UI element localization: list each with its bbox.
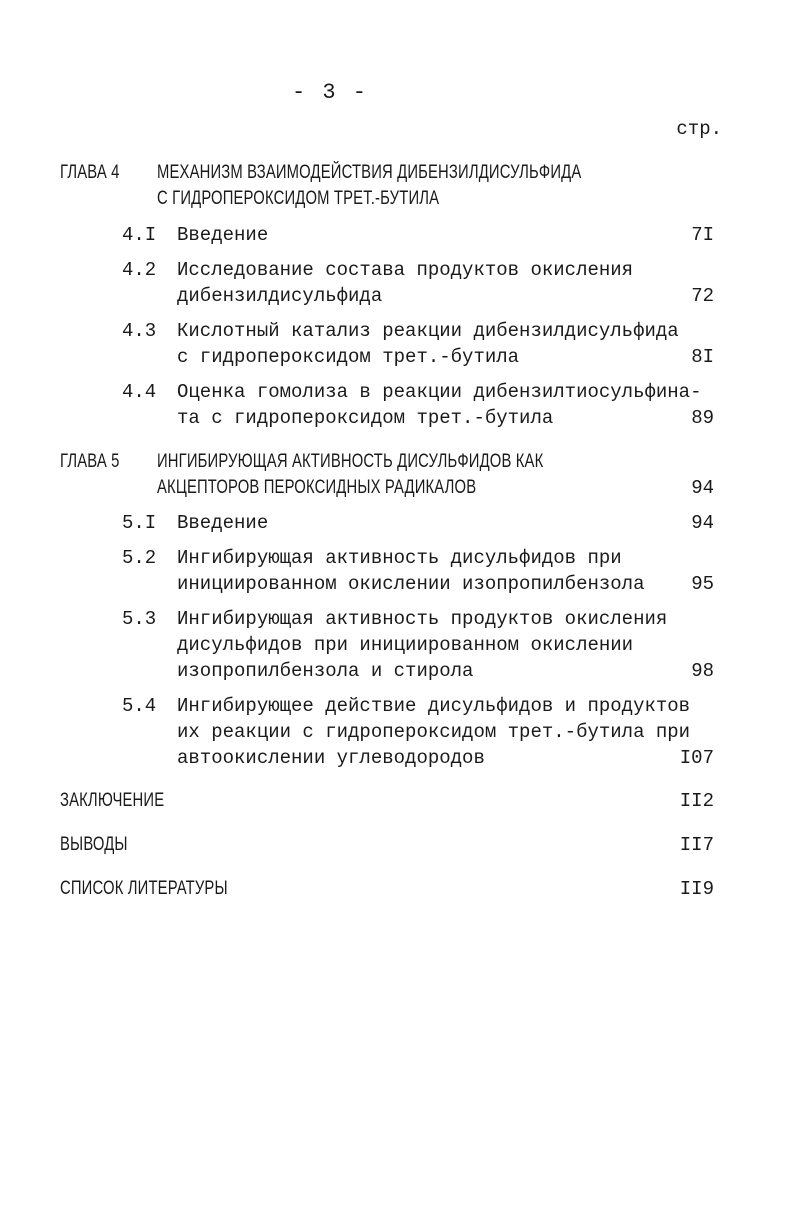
section-4-1-page: 7I [691,224,714,246]
section-4-3-title-line-1: Кислотный катализ реакции дибензилдисульфида [177,320,679,342]
section-5-3-title-line-1: Ингибирующая активность продуктов окисления [177,608,668,630]
findings-page: II7 [679,834,714,856]
section-5-4-title-line-1: Ингибирующее действие дисульфидов и продуктов [177,695,691,717]
section-4-1-title: Введение [177,224,269,246]
section-4-2-title-line-2: дибензилдисульфида [177,285,383,307]
findings-label: ВЫВОДЫ [60,834,128,855]
section-5-2-title-line-1: Ингибирующая активность дисульфидов при [177,547,622,569]
section-5-4-title-line-2: их реакции с гидропероксидом трет.-бутила при [177,721,691,743]
references-page: II9 [679,878,714,900]
section-4-3-page: 8I [691,346,714,368]
chapter-5-label: ГЛАВА 5 [60,451,120,472]
page-number: - 3 - [291,80,368,105]
section-5-1-number: 5.I [122,512,157,534]
section-5-1-page: 94 [691,512,714,534]
chapter-4-label: ГЛАВА 4 [60,162,120,183]
section-5-3-page: 98 [691,660,714,682]
conclusion-page: II2 [679,790,714,812]
section-5-4-page: I07 [679,747,714,769]
section-4-2-title-line-1: Исследование состава продуктов окисления [177,259,634,281]
section-5-4-title-line-3: автоокислении углеводородов [177,747,485,769]
chapter-5-title-line-1: ИНГИБИРУЮЩАЯ АКТИВНОСТЬ ДИСУЛЬФИДОВ КАК [157,451,544,472]
section-5-3-title-line-2: дисульфидов при инициированном окислении [177,634,634,656]
page-column-label: стр. [676,118,722,140]
section-4-1-number: 4.I [122,224,157,246]
section-4-3-number: 4.3 [122,320,157,342]
section-4-2-page: 72 [691,285,714,307]
chapter-4-title-line-2: С ГИДРОПЕРОКСИДОМ ТРЕТ.-БУТИЛА [157,188,440,209]
section-5-3-title-line-3: изопропилбензола и стирола [177,660,474,682]
section-4-4-page: 89 [691,407,714,429]
section-5-2-title-line-2: инициированном окислении изопропилбензола [177,573,645,595]
chapter-5-page: 94 [691,477,714,499]
chapter-5-title-line-2: АКЦЕПТОРОВ ПЕРОКСИДНЫХ РАДИКАЛОВ [157,477,477,498]
section-4-3-title-line-2: с гидропероксидом трет.-бутила [177,346,520,368]
references-label: СПИСОК ЛИТЕРАТУРЫ [60,878,228,899]
section-4-4-title-line-2: та с гидропероксидом трет.-бутила [177,407,554,429]
conclusion-label: ЗАКЛЮЧЕНИЕ [60,790,165,811]
section-5-2-page: 95 [691,573,714,595]
section-4-4-number: 4.4 [122,381,157,403]
section-4-2-number: 4.2 [122,259,157,281]
chapter-4-title-line-1: МЕХАНИЗМ ВЗАИМОДЕЙСТВИЯ ДИБЕНЗИЛДИСУЛЬФИДА [157,162,582,183]
section-5-3-number: 5.3 [122,608,157,630]
section-5-4-number: 5.4 [122,695,157,717]
section-4-4-title-line-1: Оценка гомолиза в реакции дибензилтиосульфина- [177,381,702,403]
section-5-2-number: 5.2 [122,547,157,569]
section-5-1-title: Введение [177,512,269,534]
